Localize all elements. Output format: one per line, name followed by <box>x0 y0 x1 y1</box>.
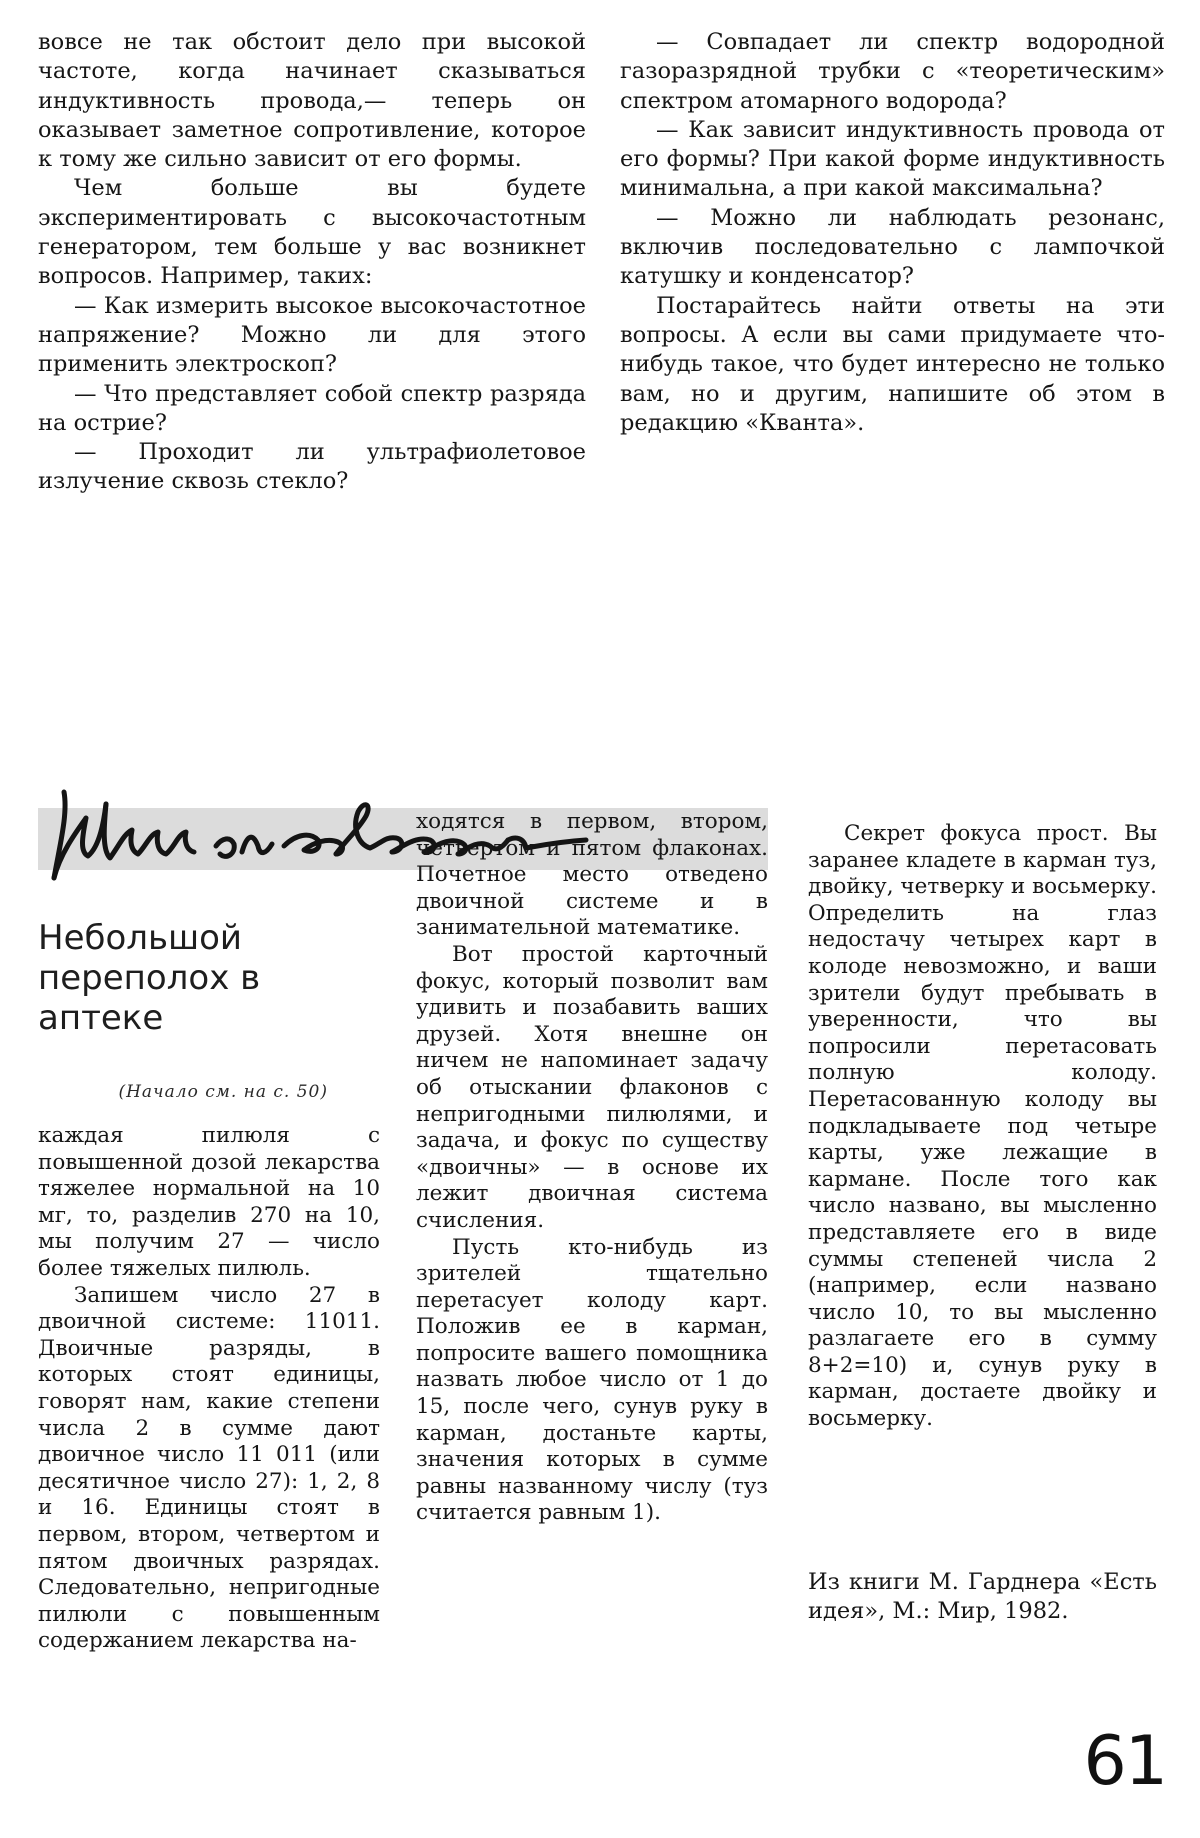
top-left-column <box>38 28 586 497</box>
paragraph: — Как зависит индуктивность провода от его формы? При какой форме индуктивность минимальна, а при какой максимальна? <box>620 116 1165 202</box>
paragraph: Запишем число 27 в двоичной системе: 11011. Двоичные разряды, в которых стоят единицы, говорят нам, какие степени числа 2 в сумме дают двоичное число 11 011 (или десятичное число 27): 1, 2, 8 и 16. Единицы стоят в первом, втором, четвертом и пятом двоичных разрядах. Следовательно, непригодные пилюли с повышенным содержанием лекарства на- <box>38 1282 380 1654</box>
paragraph: Постарайтесь найти ответы на эти вопросы. А если вы сами придумаете что-нибудь такое, что будет интересно не только вам, но и другим, напишите об этом в редакцию «Кванта». <box>620 292 1165 436</box>
paragraph: Пусть кто-нибудь из зрителей тщательно перетасует колоду карт. Положив ее в карман, попросите вашего помощника назвать любое число от 1 до 15, после чего, сунув руку в карман, достаньте карты, значения которых в сумме равны названному числу (туз считается равным 1). <box>416 1234 768 1526</box>
paragraph: — Можно ли наблюдать резонанс, включив последовательно с лампочкой катушку и конденсатор? <box>620 204 1165 290</box>
paragraph: ходятся в первом, втором, четвертом и пятом флаконах. Почетное место отведено двоичной системе и в занимательной математике. <box>416 809 768 941</box>
source-note: Из книги М. Гарднера «Есть идея», М.: Мир, 1982. <box>808 1569 1157 1625</box>
continued-note: (Начало см. на с. 50) <box>118 1082 328 1102</box>
paragraph: Чем больше вы будете экспериментировать с высокочастотным генератором, тем больше у вас возникнет вопросов. Например, таких: <box>38 175 586 290</box>
paragraph: каждая пилюля с повышенной дозой лекарства тяжелее нормальной на 10 мг, то, разделив 270 на 10, мы получим 27 — число более тяжелых пилюль. <box>38 1123 380 1281</box>
article-title: Небольшой переполох в аптеке <box>38 918 261 1038</box>
paragraph: — Как измерить высокое высокочастотное напряжение? Можно ли для этого применить электроскоп? <box>38 292 586 378</box>
article-right-column <box>808 821 1157 1433</box>
paragraph: — Что представляет собой спектр разряда на острие? <box>38 380 586 436</box>
article-middle-column <box>416 809 768 1527</box>
paragraph: — Проходит ли ультрафиолетовое излучение сквозь стекло? <box>38 439 586 495</box>
paragraph: вовсе не так обстоит дело при высокой частоте, когда начинает сказываться индуктивность провода,— теперь он оказывает заметное сопротивление, которое к тому же сильно зависит от его формы. <box>38 29 586 173</box>
top-right-column <box>620 28 1165 438</box>
article-left-column <box>38 1123 380 1655</box>
page-number: 61 <box>1083 1722 1166 1801</box>
paragraph: Вот простой карточный фокус, который позволит вам удивить и позабавить ваших друзей. Хотя внешне он ничем не напоминает задачу об отыскании флаконов с непригодными пилюлями, и задача, и фокус по существу «двоичны» — в основе их лежит двоичная система счисления. <box>416 941 768 1233</box>
paragraph: — Совпадает ли спектр водородной газоразрядной трубки с «теоретическим» спектром атомарного водорода? <box>620 29 1165 114</box>
paragraph: Секрет фокуса прост. Вы заранее кладете в карман туз, двойку, четверку и восьмерку. Определить на глаз недостачу четырех карт в колоде невозможно, и ваши зрители будут пребывать в уверенности, что вы попросили перетасовать полную колоду. Перетасованную колоду вы подкладываете под четыре карты, уже лежащие в кармане. После того как число названо, вы мысленно представляете его в виде суммы степеней числа 2 (например, если названо число 10, то вы мысленно разлагаете его в сумму 8+2=10) и, сунув руку в карман, достаете двойку и восьмерку. <box>808 821 1157 1432</box>
